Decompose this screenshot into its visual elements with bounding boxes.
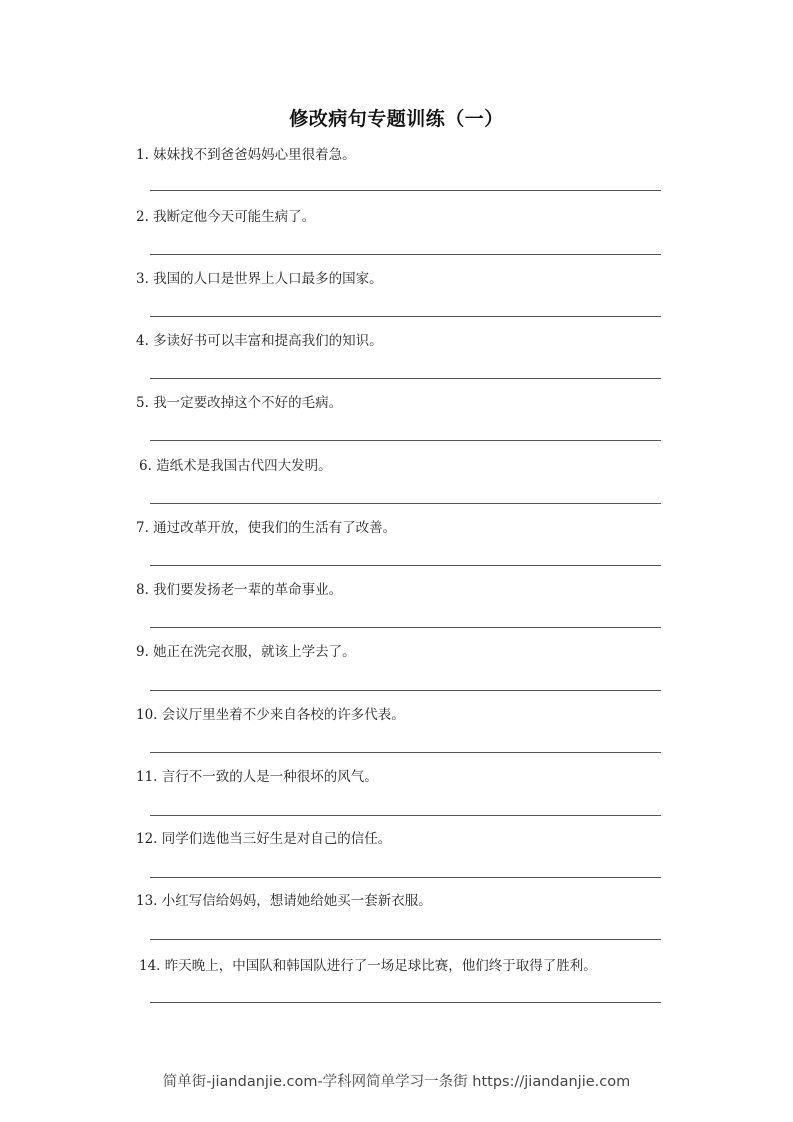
answer-line: [150, 815, 661, 816]
answer-line: [150, 565, 661, 566]
page-title: 修改病句专题训练（一）: [289, 108, 504, 130]
answer-line: [150, 316, 661, 317]
question-text: 14. 昨天晚上，中国队和韩国队进行了一场足球比赛，他们终于取得了胜利。: [139, 958, 597, 974]
footer-watermark: 简单街-jiandanjie.com-学科网简单学习一条街 https://jiandanjie.com: [162, 1074, 631, 1090]
question-text: 11. 言行不一致的人是一种很坏的风气。: [136, 769, 378, 785]
answer-line: [150, 690, 661, 691]
answer-line: [150, 1002, 661, 1003]
question-text: 2. 我断定他今天可能生病了。: [136, 209, 316, 225]
question-text: 10. 会议厅里坐着不少来自各校的许多代表。: [136, 707, 405, 723]
question-text: 13. 小红写信给妈妈，想请她给她买一套新衣服。: [136, 893, 432, 909]
answer-line: [150, 503, 661, 504]
answer-line: [150, 190, 661, 191]
question-text: 7. 通过改革开放，使我们的生活有了改善。: [136, 520, 397, 536]
answer-line: [150, 939, 661, 940]
question-text: 6. 造纸术是我国古代四大发明。: [139, 458, 332, 474]
answer-line: [150, 378, 661, 379]
question-text: 9. 她正在洗完衣服，就该上学去了。: [136, 644, 356, 660]
question-text: 5. 我一定要改掉这个不好的毛病。: [136, 395, 343, 411]
question-text: 3. 我国的人口是世界上人口最多的国家。: [136, 271, 383, 287]
question-text: 8. 我们要发扬老一辈的革命事业。: [136, 582, 343, 598]
question-text: 12. 同学们选他当三好生是对自己的信任。: [136, 831, 392, 847]
answer-line: [150, 440, 661, 441]
answer-line: [150, 877, 661, 878]
answer-line: [150, 627, 661, 628]
answer-line: [150, 254, 661, 255]
question-text: 1. 妹妹找不到爸爸妈妈心里很着急。: [136, 147, 356, 163]
question-text: 4. 多读好书可以丰富和提高我们的知识。: [136, 333, 383, 349]
answer-line: [150, 752, 661, 753]
